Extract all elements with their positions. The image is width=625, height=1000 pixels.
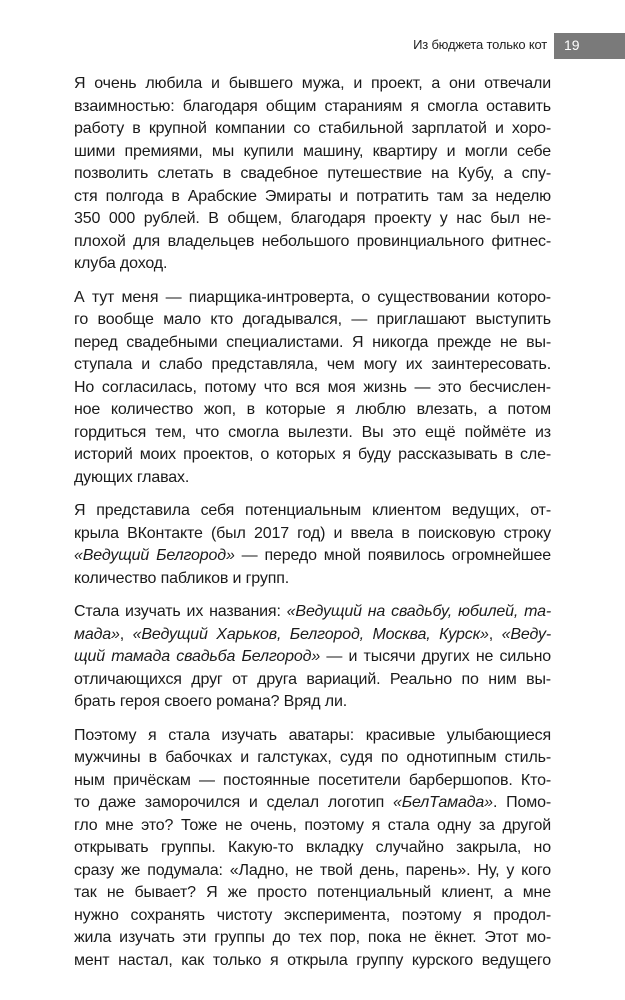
text-line: стя полгода в Арабские Эмираты и потратить там за неделю (74, 187, 551, 205)
text-line: брать героя своего романа? Вряд ли. (74, 693, 348, 710)
running-header (0, 33, 625, 59)
text-line: позволить слетать в свадебное путешествие на Кубу, а спу- (74, 165, 551, 182)
text-line: Я очень любила и бывшего мужа, и проект, а они отвечали (74, 75, 551, 92)
italic-quote: «Ведущий на свадьбу, юбилей, та- (286, 603, 551, 620)
text-line: перед свадебными специалистами. Я никогда прежде не вы- (74, 333, 551, 351)
text-line: ное количество жоп, в которые я люблю влезать, а потом (74, 401, 551, 418)
text-line: количество пабликов и групп. (74, 569, 290, 587)
text-line: 350 000 рублей. В общем, благодаря проекту у нас был не- (74, 210, 551, 227)
text-line: клуба доход. (74, 255, 168, 272)
text-line: гло мне это? Тоже не очень, поэтому я стала одну за другой (74, 816, 551, 834)
text-line: отличающихся друг от друга вариаций. Реально по ним вы- (74, 670, 551, 688)
text-line: гордиться тем, что смогла вылезти. Вы это ещё поймёте из (74, 423, 551, 441)
text-line: мент настал, как только я открыла группу курского ведущего (74, 951, 551, 969)
text-line: Стала изучать их названия: «Ведущий на свадьбу, юбилей, та- (74, 603, 551, 620)
text-line: открывать группы. Какую-то вкладку случайно закрыла, но (74, 839, 551, 856)
body-text (74, 73, 551, 983)
text-line: Но согласилась, потому что вся моя жизнь — это бесчислен- (74, 378, 551, 396)
text-line: плохой для владельцев небольшого провинциального фитнес- (74, 232, 551, 250)
text-line: ступала и слабо представляла, чем могу их заинтересовать. (74, 356, 551, 373)
page-number: 19 (564, 37, 580, 53)
paragraph (74, 725, 551, 973)
paragraph (74, 601, 551, 714)
italic-quote: «Ведущий Харьков, Белгород, Москва, Курск» (132, 625, 489, 643)
text-line: мужчины в бабочках и галстуках, судя по однотипным стиль- (74, 749, 551, 766)
text-line: жила изучать эти группы до тех пор, пока не ёкнет. Этот мо- (74, 929, 551, 946)
text-line: историй моих проектов, о которых я буду рассказывать в сле- (74, 446, 551, 463)
italic-quote: мада» (74, 625, 120, 643)
text-line: сразу же подумала: «Ладно, не твой день, парень». Ну, у кого (74, 861, 551, 879)
text-line: дующих главах. (74, 468, 190, 486)
text-line: Поэтому я стала изучать аватары: красивые улыбающиеся (74, 726, 551, 744)
text-line: взаимностью: благодаря общим стараниям я смогла оставить (74, 97, 551, 115)
text-line: ным причёскам — постоянные посетители барбершопов. Кто- (74, 771, 551, 789)
italic-quote: щий тамада свадьба Белгород» (74, 648, 321, 665)
italic-quote: «Ведущий Белгород» (74, 547, 235, 564)
text-line: нужно сохранять чистоту эксперимента, поэтому я продол- (74, 906, 551, 924)
text-line: работу в крупной компании со стабильной зарплатой и хоро- (74, 120, 551, 137)
italic-quote: «БелТамада» (393, 794, 493, 811)
text-line: шими премиями, мы купили машину, квартиру и могли себе (74, 142, 551, 160)
text-line: Я представила себя потенциальным клиентом ведущих, от- (74, 502, 551, 519)
text-line: «Ведущий Белгород» — передо мной появилось огромнейшее (74, 547, 551, 564)
paragraph (74, 500, 551, 590)
text-line: то даже заморочился и сделал логотип «БелТамада». Помо- (74, 794, 552, 811)
text-line: крыла ВКонтакте (был 2017 год) и ввела в поисковую строку (74, 524, 551, 542)
text-line: го вообще мало кто догадывался, — приглашают выступить (74, 311, 551, 328)
text-line: мада», «Ведущий Харьков, Белгород, Москва, Курск», «Веду- (74, 625, 552, 643)
text-line: А тут меня — пиарщика-интроверта, о существовании которо- (74, 288, 551, 306)
text-line: так не бывает? Я же просто потенциальный клиент, а мне (74, 884, 551, 901)
paragraph (74, 73, 551, 276)
text-line: щий тамада свадьба Белгород» — и тысячи других не сильно (74, 648, 551, 665)
italic-quote: «Веду- (501, 625, 552, 643)
running-title: Из бюджета только кот (413, 37, 547, 52)
paragraph (74, 287, 551, 490)
